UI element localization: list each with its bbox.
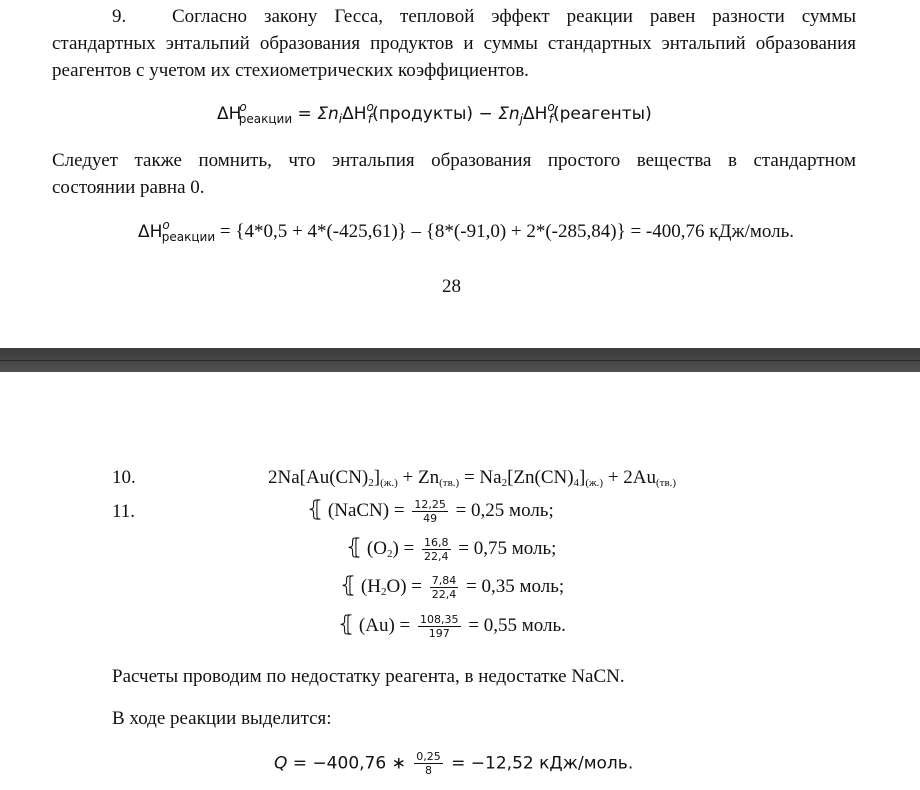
page-number: 28 xyxy=(442,276,461,297)
sum-nj: Σn xyxy=(498,104,520,124)
q-formula: Q = −400,76 ∗ $\frac{0,25}{8}$ = −12,52 кДж/моль. xyxy=(274,750,634,777)
moles-row-nacn: ⦃ (NaCN) = $\frac{12,25}{49}$ = 0,25 моль; xyxy=(307,497,554,526)
sup-o: o xyxy=(239,100,247,114)
nu-brace-icon: ⦃ xyxy=(307,497,324,522)
fraction: $\frac{12,25}{49}$ xyxy=(414,498,446,526)
sub-f-1: f xyxy=(367,112,373,126)
delta-h: ΔH xyxy=(217,104,242,124)
simple-substance-line1: Следует также помнить, что энтальпия образования простого вещества в стандартном xyxy=(52,150,856,171)
simple-substance-line2: состоянии равна 0. xyxy=(52,177,205,198)
calc-delta-h: $\Delta H^o_{реакции}$ xyxy=(138,218,216,244)
formula-eq: = xyxy=(292,104,318,124)
shortage-text: Расчеты проводим по недостатку реагента, в недостатке NaCN. xyxy=(112,666,625,687)
calculation-line xyxy=(138,218,794,244)
moles-row-o2: ⦃ (O2) = $\frac{16,8}{22,4}$ = 0,75 моль; xyxy=(346,535,557,564)
moles-row-au: ⦃ (Au) = $\frac{108,35}{197}$ = 0,55 моль. xyxy=(338,612,566,641)
item-number-11: 11. xyxy=(112,501,136,522)
products-text: (продукты) − xyxy=(372,104,499,124)
hess-para-line2: стандартных энтальпий образования продуктов и суммы стандартных энтальпий образования xyxy=(52,33,856,54)
reagents-text: (реагенты) xyxy=(552,104,652,124)
delta-hf-1: ΔH xyxy=(342,104,367,124)
fraction: $\frac{16,8}{22,4}$ xyxy=(424,536,449,564)
reaction-equation: 2Na[Au(CN)2](ж.) + Zn(тв.) = Na2[Zn(CN)4](ж.) + 2Au(тв.) xyxy=(268,467,677,489)
delta-hf-2: ΔH xyxy=(522,104,548,124)
fraction: $\frac{7,84}{22,4}$ xyxy=(431,574,457,602)
fraction: $\frac{108,35}{197}$ xyxy=(420,613,459,641)
fraction: $\frac{0,25}{8}$ xyxy=(416,750,441,777)
sup-o-3: o xyxy=(547,100,555,114)
sub-f-2: f xyxy=(548,112,553,126)
hess-para-line3: реагентов с учетом их стехиометрических коэффициентов. xyxy=(52,60,529,81)
calc-expression: = {4*0,5 + 4*(-425,61)} – {8*(-91,0) + 2*(-285,84)} = -400,76 кДж/моль. xyxy=(219,221,795,242)
nu-brace-icon: ⦃ xyxy=(346,535,363,560)
moles-row-h2o: ⦃ (H2O) = $\frac{7,84}{22,4}$ = 0,35 моль; xyxy=(340,573,565,602)
sub-j: j xyxy=(519,112,523,126)
item-number-10: 10. xyxy=(112,467,136,488)
item-number-9: 9. xyxy=(112,6,127,27)
page-divider xyxy=(0,348,920,372)
sub-i: i xyxy=(338,112,343,126)
sup-o-2: o xyxy=(366,100,374,114)
sum-ni: Σn xyxy=(317,104,339,124)
hess-para-line1: Согласно закону Гесса, тепловой эффект реакции равен разности суммы xyxy=(172,6,856,27)
released-text: В ходе реакции выделится: xyxy=(112,708,332,729)
hess-formula xyxy=(217,100,652,126)
sub-reaction: реакции xyxy=(238,112,293,126)
nu-brace-icon: ⦃ xyxy=(340,573,357,598)
nu-brace-icon: ⦃ xyxy=(338,612,355,637)
